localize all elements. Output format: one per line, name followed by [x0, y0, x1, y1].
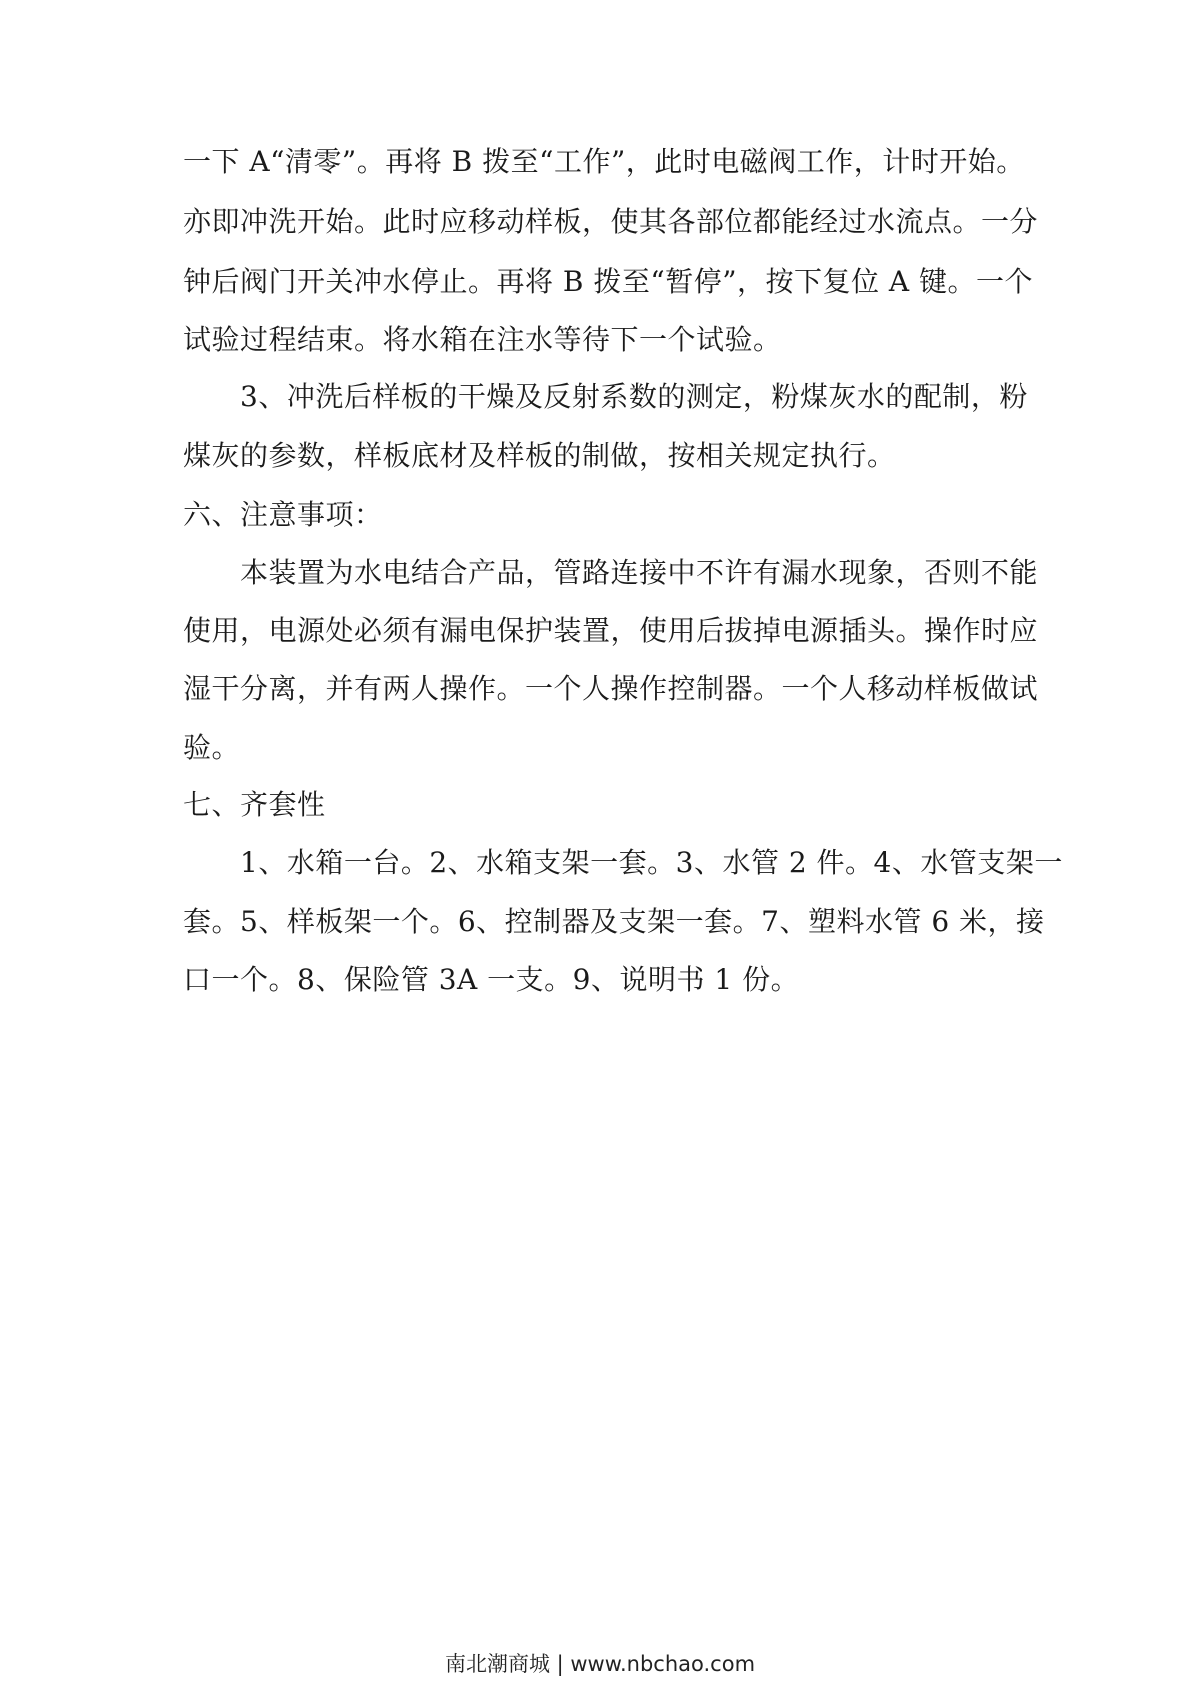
section-6-line-3: 湿干分离，并有两人操作。一个人操作控制器。一个人移动样板做试	[183, 672, 1039, 705]
section-6-heading: 六、注意事项：	[183, 498, 383, 531]
section-6-line-4: 验。	[183, 731, 241, 764]
procedure-line-2: 亦即冲洗开始。此时应移动样板，使其各部位都能经过水流点。一分	[183, 205, 1039, 238]
section-7-line-1: 1、水箱一台。2、水箱支架一套。3、水管 2 件。4、水管支架一	[240, 846, 1063, 879]
procedure-line-3: 钟后阀门开关冲水停止。再将 B 拨至“暂停”，按下复位 A 键。一个	[183, 265, 1034, 298]
section-6-line-1: 本装置为水电结合产品，管路连接中不许有漏水现象，否则不能	[240, 556, 1039, 589]
item-3-line-1: 3、冲洗后样板的干燥及反射系数的测定，粉煤灰水的配制，粉	[240, 380, 1028, 413]
section-7-line-3: 口一个。8、保险管 3A 一支。9、说明书 1 份。	[183, 963, 800, 996]
procedure-line-1: 一下 A“清零”。再将 B 拨至“工作”，此时电磁阀工作，计时开始。	[183, 145, 1025, 178]
section-6-line-2: 使用，电源处必须有漏电保护装置，使用后拔掉电源插头。操作时应	[183, 614, 1039, 647]
section-7-heading: 七、齐套性	[183, 788, 326, 821]
section-7-line-2: 套。5、样板架一个。6、控制器及支架一套。7、塑料水管 6 米，接	[183, 905, 1045, 938]
procedure-line-4: 试验过程结束。将水箱在注水等待下一个试验。	[183, 323, 782, 356]
item-3-line-2: 煤灰的参数，样板底材及样板的制做，按相关规定执行。	[183, 439, 896, 472]
footer-source-label: 南北潮商城 | www.nbchao.com	[444, 1652, 756, 1676]
